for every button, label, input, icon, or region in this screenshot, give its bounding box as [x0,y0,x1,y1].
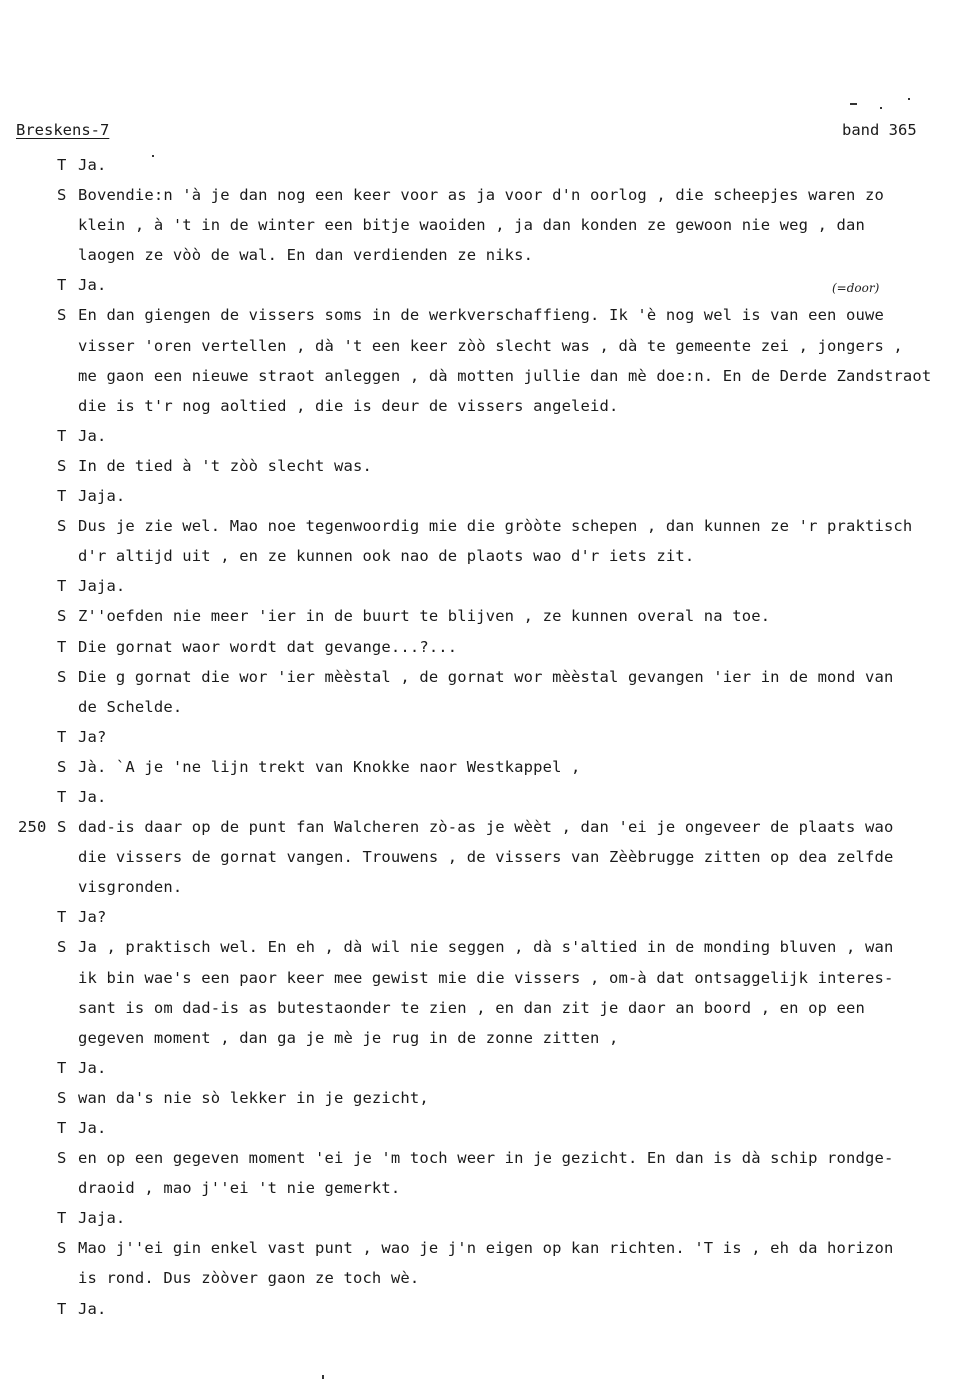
transcript-line [0,1083,979,1113]
utterance-text: wan da's nie sò lekker in je gezicht, [78,1088,429,1107]
speaker-label: T [57,276,67,295]
speaker-label: S [57,1149,67,1168]
speck-mark [880,107,882,109]
transcript-line [0,511,979,541]
speck-mark [850,103,857,105]
transcript-line [0,1294,979,1324]
transcript-line [0,812,979,842]
transcript-line [0,1203,979,1233]
utterance-text: Ja? [78,908,107,927]
utterance-text: sant is om dad-is as butestaonder te zien , en dan zit je daor an boord , en op een [78,998,865,1017]
utterance-text: laogen ze vòò de wal. En dan verdienden ze niks. [78,246,534,265]
utterance-text: Bovendie:n 'à je dan nog een keer voor as ja voor d'n oorlog , die scheepjes waren zo [78,186,884,205]
transcript-line [0,842,979,872]
utterance-text: Die g gornat die wor 'ier mèèstal , de gornat wor mèèstal gevangen 'ier in de mond van [78,667,894,686]
handwritten-annotation: (=door) [832,281,880,295]
transcript-line [0,902,979,932]
line-number: 250 [18,818,47,837]
utterance-text: Z''oefden nie meer 'ier in de buurt te blijven , ze kunnen overal na toe. [78,607,771,626]
speaker-label: T [57,637,67,656]
transcript-line [0,1023,979,1053]
utterance-text: die vissers de gornat vangen. Trouwens , de vissers van Zèèbrugge zitten op dea zelfde [78,848,894,867]
transcript-line [0,150,979,180]
transcript-line [0,632,979,662]
utterance-text: Jaja. [78,487,126,506]
speaker-label: T [57,727,67,746]
transcript [0,150,979,1324]
utterance-text: ik bin wae's een paor keer mee gewist mie die vissers , om-à dat ontsaggelijk interes- [78,968,894,987]
utterance-text: Jaja. [78,1209,126,1228]
transcript-line [0,963,979,993]
utterance-text: Ja. [78,156,107,174]
speaker-label: S [57,1088,67,1107]
utterance-text: visser 'oren vertellen , dà 't een keer zòò slecht was , dà te gemeente zei , jongers , [78,336,903,355]
speaker-label: S [57,456,67,475]
transcript-line [0,481,979,511]
speaker-label: T [57,1209,67,1228]
transcript-line [0,331,979,361]
transcript-line [0,601,979,631]
speaker-label: T [57,156,67,174]
utterance-text: Jaja. [78,577,126,596]
utterance-text: gegeven moment , dan ga je mè je rug in de zonne zitten , [78,1028,619,1047]
utterance-text: me gaon een nieuwe straot anleggen , dà motten jullie dan mè doe:n. En de Derde Zandstraot [78,366,932,385]
transcript-line [0,270,979,300]
utterance-text: En dan giengen de vissers soms in de werkverschaffieng. Ik 'è nog wel is van een ouwe [78,306,884,325]
transcript-line [0,421,979,451]
transcript-line [0,1053,979,1083]
utterance-text: dad-is daar op de punt fan Walcheren zò-as je wèèt , dan 'ei je ongeveer de plaats wao [78,818,894,837]
speaker-label: S [57,667,67,686]
speaker-label: T [57,1119,67,1137]
utterance-text: Ja. [78,426,107,445]
transcript-line [0,391,979,421]
utterance-text: Ja? [78,727,107,746]
transcript-line [0,993,979,1023]
transcript-line [0,782,979,812]
tape-number: band 365 [842,121,917,139]
speaker-label: T [57,577,67,596]
transcript-line [0,872,979,902]
transcript-line [0,210,979,240]
transcript-line [0,1173,979,1203]
transcript-line [0,300,979,330]
speaker-label: S [57,517,67,536]
utterance-text: Jà. `A je 'ne lijn trekt van Knokke naor Westkappel , [78,757,581,776]
utterance-text: Ja , praktisch wel. En eh , dà wil nie seggen , dà s'altied in de monding bluven , wan [78,938,894,957]
transcript-line [0,1233,979,1263]
transcript-line [0,361,979,391]
utterance-text: Ja. [78,1119,107,1137]
transcript-line [0,932,979,962]
speaker-label: T [57,487,67,506]
transcript-line [0,722,979,752]
transcript-line [0,541,979,571]
utterance-text: die is t'r nog aoltied , die is deur de vissers angeleid. [78,396,619,415]
utterance-text: draoid , mao j''ei 't nie gemerkt. [78,1179,401,1198]
speaker-label: T [57,1299,67,1318]
utterance-text: Ja. [78,1058,107,1077]
speaker-label: T [57,787,67,806]
utterance-text: en op een gegeven moment 'ei je 'm toch weer in je gezicht. En dan is dà schip rondge- [78,1149,894,1168]
transcript-line [0,1113,979,1143]
speaker-label: T [57,426,67,445]
speaker-label: S [57,1239,67,1258]
transcript-line [0,1263,979,1293]
utterance-text: de Schelde. [78,697,183,716]
speaker-label: S [57,818,67,837]
transcript-line [0,692,979,722]
utterance-text: In de tied à 't zòò slecht was. [78,456,372,475]
transcript-line [0,1143,979,1173]
utterance-text: klein , à 't in de winter een bitje waoiden , ja dan konden ze gewoon nie weg , dan [78,216,865,235]
utterance-text: visgronden. [78,878,183,897]
speaker-label: S [57,306,67,325]
speaker-label: S [57,186,67,205]
transcript-line [0,571,979,601]
utterance-text: Die gornat waor wordt dat gevange...?... [78,637,458,656]
transcript-line [0,240,979,270]
transcript-line [0,662,979,692]
transcript-line [0,451,979,481]
speaker-label: S [57,757,67,776]
utterance-text: Dus je zie wel. Mao noe tegenwoordig mie die gròòte schepen , dan kunnen ze 'r praktisch [78,517,913,536]
utterance-text: is rond. Dus zòòver gaon ze toch wè. [78,1269,420,1288]
transcript-line [0,180,979,210]
speaker-label: T [57,1058,67,1077]
utterance-text: Ja. [78,276,107,295]
utterance-text: Ja. [78,1299,107,1318]
speck-mark [322,1375,324,1379]
speaker-label: T [57,908,67,927]
utterance-text: Ja. [78,787,107,806]
speck-mark [908,98,910,100]
speaker-label: S [57,607,67,626]
utterance-text: d'r altijd uit , en ze kunnen ook nao de plaots wao d'r iets zit. [78,547,695,566]
speaker-label: S [57,938,67,957]
utterance-text: Mao j''ei gin enkel vast punt , wao je j'n eigen op kan richten. 'T is , eh da horizon [78,1239,894,1258]
transcript-line [0,752,979,782]
document-title: Breskens-7 [16,121,110,139]
